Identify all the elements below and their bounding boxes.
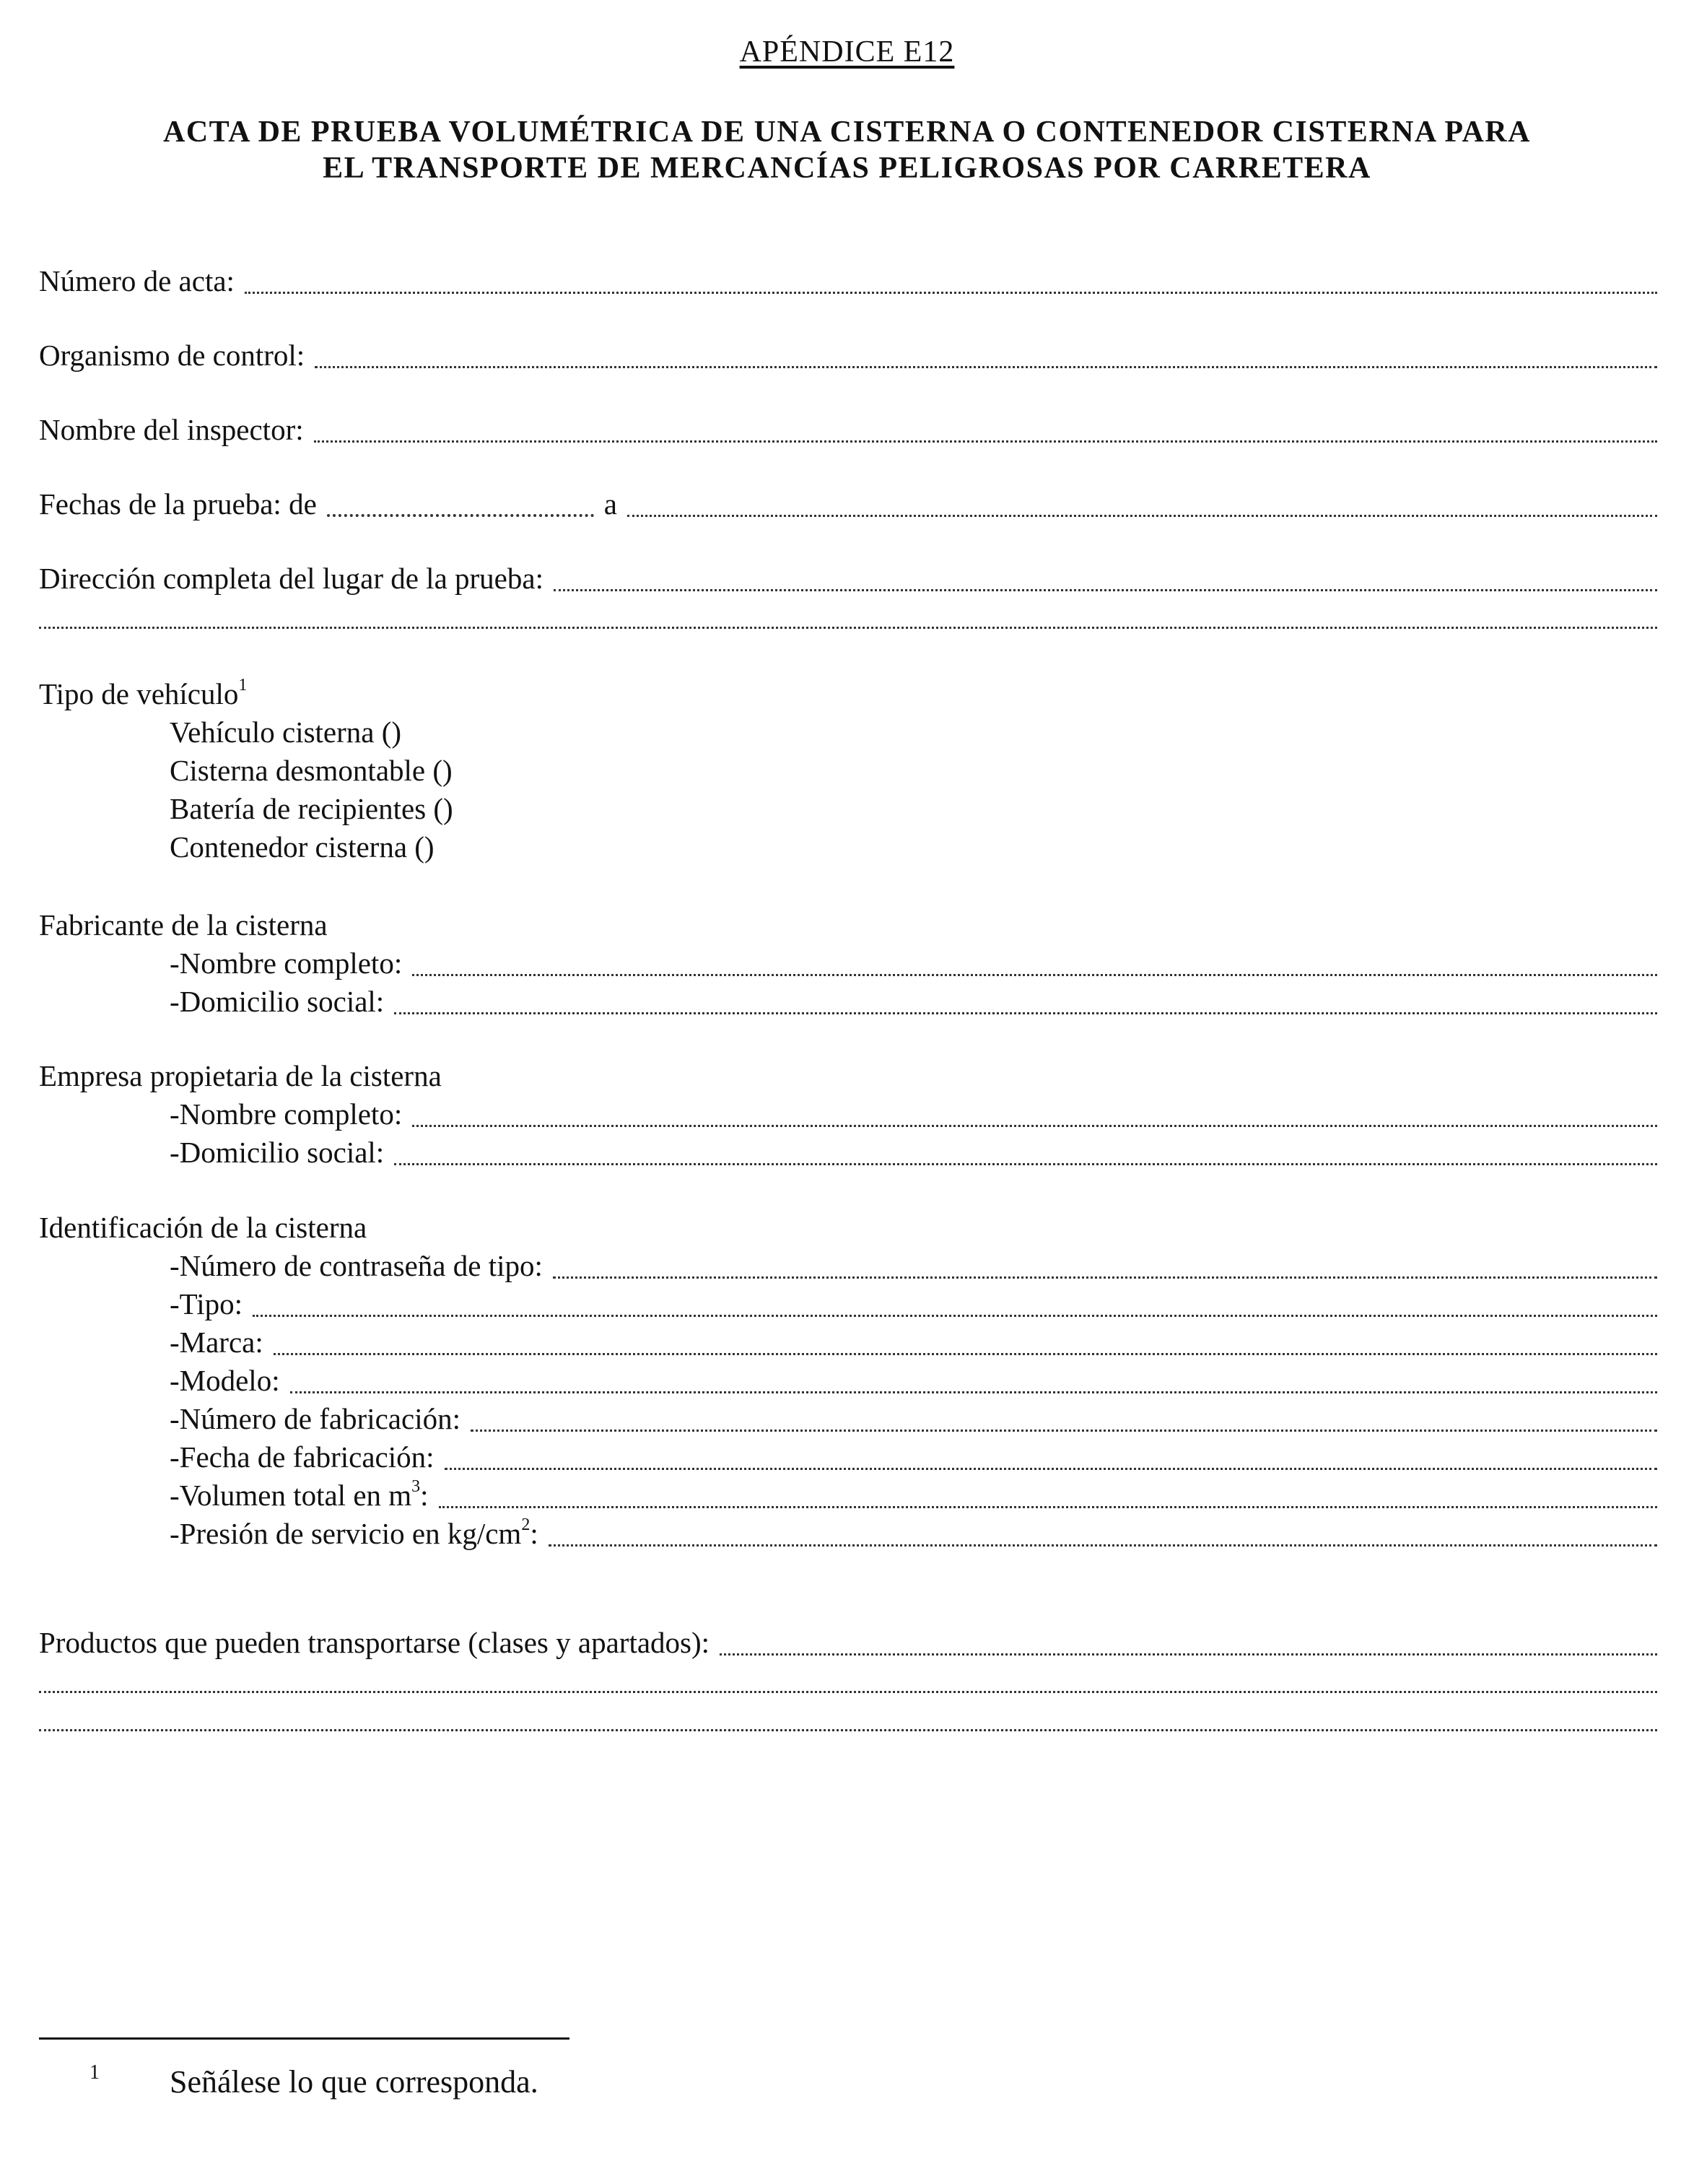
field-label: -Número de contraseña de tipo: bbox=[170, 1249, 543, 1282]
footnote-text: Señálese lo que corresponda. bbox=[170, 2064, 538, 2100]
field-modelo bbox=[170, 1363, 1657, 1398]
presion-text: -Presión de servicio en kg/cm bbox=[170, 1517, 522, 1550]
identificacion-heading: Identificación de la cisterna bbox=[39, 1211, 367, 1244]
fill-in-line-continuation[interactable] bbox=[39, 1729, 1657, 1731]
field-fabricante-domicilio bbox=[170, 984, 1657, 1019]
appendix-label: APÉNDICE E12 bbox=[739, 35, 955, 69]
field-label: -Domicilio social: bbox=[170, 985, 385, 1018]
field-organismo-control bbox=[39, 338, 1657, 373]
field-numero-acta bbox=[39, 264, 1657, 298]
footnote-ref: 1 bbox=[238, 676, 248, 695]
fill-in-line-end-date[interactable] bbox=[627, 512, 1657, 517]
field-fabricante-nombre bbox=[170, 946, 1657, 980]
field-volumen-total bbox=[170, 1478, 1657, 1513]
fill-in-line-continuation[interactable] bbox=[39, 1691, 1657, 1693]
fill-in-line[interactable] bbox=[439, 1503, 1657, 1508]
field-productos bbox=[39, 1625, 1657, 1660]
field-presion-servicio bbox=[170, 1516, 1657, 1551]
fill-in-line[interactable] bbox=[394, 1009, 1657, 1014]
field-label: Organismo de control: bbox=[39, 339, 305, 372]
fill-in-line-continuation[interactable] bbox=[39, 627, 1657, 629]
field-label: Nombre del inspector: bbox=[39, 413, 304, 446]
field-label: Productos que pueden transportarse (clases y apartados): bbox=[39, 1626, 710, 1659]
fill-in-line[interactable] bbox=[720, 1650, 1657, 1656]
field-label: -Domicilio social: bbox=[170, 1136, 385, 1169]
field-propietaria-nombre bbox=[170, 1097, 1657, 1131]
fabricante-heading: Fabricante de la cisterna bbox=[39, 908, 328, 941]
field-label bbox=[170, 1478, 439, 1513]
field-label: Número de acta: bbox=[39, 264, 235, 297]
fill-in-line[interactable] bbox=[549, 1541, 1657, 1546]
field-label: -Número de fabricación: bbox=[170, 1402, 460, 1435]
fill-in-line[interactable] bbox=[290, 1388, 1657, 1393]
field-label: -Marca: bbox=[170, 1326, 263, 1359]
fill-in-line[interactable] bbox=[553, 1274, 1657, 1279]
field-fecha-fabricacion bbox=[170, 1440, 1657, 1474]
field-label: Dirección completa del lugar de la prueba: bbox=[39, 562, 543, 595]
fill-in-line[interactable] bbox=[315, 363, 1657, 368]
field-label: -Fecha de fabricación: bbox=[170, 1440, 435, 1474]
footnote-mark: 1 bbox=[89, 2061, 100, 2084]
fill-in-line[interactable] bbox=[253, 1312, 1657, 1317]
option-bateria-recipientes[interactable]: Batería de recipientes () bbox=[170, 792, 453, 825]
field-direccion bbox=[39, 561, 1657, 596]
fill-in-line[interactable] bbox=[412, 971, 1657, 976]
field-label: -Modelo: bbox=[170, 1364, 280, 1397]
field-label: -Nombre completo: bbox=[170, 947, 403, 980]
footnote-separator bbox=[39, 2037, 569, 2040]
tipo-vehiculo-label: Tipo de vehículo bbox=[39, 677, 239, 710]
field-numero-fabricacion bbox=[170, 1401, 1657, 1436]
propietaria-heading: Empresa propietaria de la cisterna bbox=[39, 1059, 442, 1092]
volumen-text: -Volumen total en m bbox=[170, 1479, 412, 1512]
title-line-2: EL TRANSPORTE DE MERCANCÍAS PELIGROSAS POR CARRETERA bbox=[323, 152, 1371, 185]
fill-in-line[interactable] bbox=[554, 586, 1657, 591]
field-label: -Tipo: bbox=[170, 1287, 243, 1321]
tipo-vehiculo-heading bbox=[39, 676, 247, 711]
fill-in-line[interactable] bbox=[445, 1465, 1657, 1470]
field-label bbox=[170, 1516, 549, 1551]
fill-in-line[interactable] bbox=[394, 1160, 1657, 1165]
field-label: -Nombre completo: bbox=[170, 1097, 403, 1131]
option-vehiculo-cisterna[interactable]: Vehículo cisterna () bbox=[170, 715, 402, 749]
field-label-a: a bbox=[603, 487, 617, 521]
unit-exponent: 3 bbox=[411, 1477, 421, 1497]
colon: : bbox=[420, 1479, 429, 1512]
field-contrasena-tipo bbox=[170, 1248, 1657, 1283]
fill-in-line-start-date[interactable] bbox=[327, 511, 594, 517]
field-propietaria-domicilio bbox=[170, 1135, 1657, 1170]
unit-exponent: 2 bbox=[521, 1515, 531, 1535]
field-label: Fechas de la prueba: de bbox=[39, 487, 317, 521]
fill-in-line[interactable] bbox=[274, 1350, 1657, 1355]
fill-in-line[interactable] bbox=[412, 1122, 1657, 1127]
fill-in-line[interactable] bbox=[314, 438, 1657, 443]
fill-in-line[interactable] bbox=[245, 289, 1657, 294]
field-tipo bbox=[170, 1287, 1657, 1321]
fill-in-line[interactable] bbox=[471, 1427, 1657, 1432]
document-title bbox=[58, 114, 1636, 186]
option-contenedor-cisterna[interactable]: Contenedor cisterna () bbox=[170, 830, 435, 863]
option-cisterna-desmontable[interactable]: Cisterna desmontable () bbox=[170, 754, 453, 787]
colon: : bbox=[530, 1517, 538, 1550]
field-nombre-inspector bbox=[39, 412, 1657, 447]
field-fechas-prueba bbox=[39, 487, 1657, 521]
field-marca bbox=[170, 1325, 1657, 1359]
title-line-1: ACTA DE PRUEBA VOLUMÉTRICA DE UNA CISTERNA O CONTENEDOR CISTERNA PARA bbox=[163, 116, 1531, 149]
